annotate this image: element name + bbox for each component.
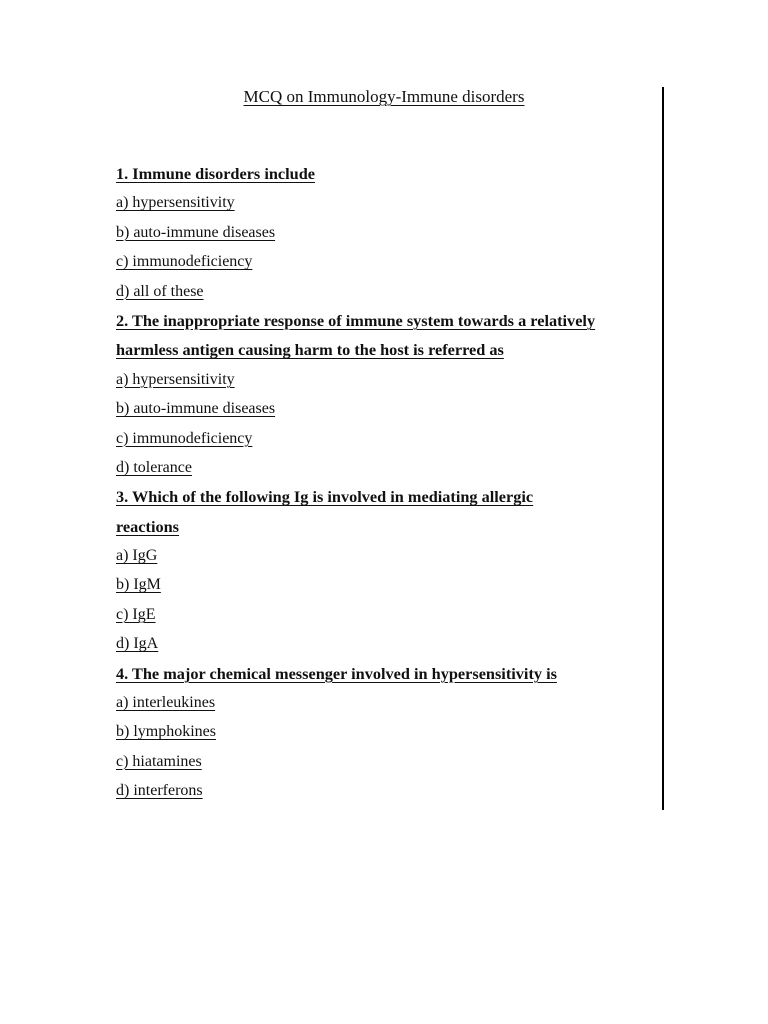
question-3-line-1 bbox=[116, 482, 656, 511]
option-text: c) immunodeficiency bbox=[116, 253, 253, 271]
option-text: d) all of these bbox=[116, 282, 204, 300]
question-1-line-1 bbox=[116, 159, 656, 188]
question-2-text-1: 2. The inappropriate response of immune system towards a relatively bbox=[116, 310, 596, 330]
option-text: d) interferons bbox=[116, 782, 203, 800]
option-text: b) auto-immune diseases bbox=[116, 223, 276, 241]
option-text: b) lymphokines bbox=[116, 723, 216, 741]
question-4-option-b bbox=[116, 717, 656, 746]
option-text: a) hypersensitivity bbox=[116, 194, 235, 212]
question-3-line-2 bbox=[116, 512, 656, 541]
question-3-option-a bbox=[116, 541, 656, 570]
question-1-option-c bbox=[116, 247, 656, 276]
question-2-line-2 bbox=[116, 335, 656, 364]
question-2-option-c bbox=[116, 424, 656, 453]
document-title-text: MCQ on Immunology-Immune disorders bbox=[243, 87, 525, 106]
question-4-option-a bbox=[116, 688, 656, 717]
question-list bbox=[116, 159, 656, 806]
document-title bbox=[0, 86, 768, 108]
question-2-text-2: harmless antigen causing harm to the host is referred as bbox=[116, 340, 504, 360]
option-text: a) hypersensitivity bbox=[116, 370, 235, 388]
option-text: b) auto-immune diseases bbox=[116, 400, 276, 418]
question-4-option-d bbox=[116, 776, 656, 805]
option-text: c) immunodeficiency bbox=[116, 429, 253, 447]
vertical-rule bbox=[662, 87, 664, 810]
option-text: d) IgA bbox=[116, 635, 159, 653]
question-1-option-b bbox=[116, 218, 656, 247]
option-text: a) IgG bbox=[116, 547, 158, 565]
question-2-option-d bbox=[116, 453, 656, 482]
question-3-text-1: 3. Which of the following Ig is involved in mediating allergic bbox=[116, 487, 534, 507]
question-4-text-1: 4. The major chemical messenger involved in hypersensitivity is bbox=[116, 663, 557, 683]
option-text: a) interleukines bbox=[116, 694, 216, 712]
question-1-option-a bbox=[116, 188, 656, 217]
question-3-option-d bbox=[116, 629, 656, 658]
question-4-line-1 bbox=[116, 659, 656, 688]
question-1-text-1: 1. Immune disorders include bbox=[116, 164, 316, 183]
question-2-line-1 bbox=[116, 306, 656, 335]
option-text: d) tolerance bbox=[116, 458, 192, 476]
question-2-option-b bbox=[116, 394, 656, 423]
question-1-option-d bbox=[116, 277, 656, 306]
question-3-option-b bbox=[116, 570, 656, 599]
question-4-option-c bbox=[116, 747, 656, 776]
question-3-text-2: reactions bbox=[116, 516, 180, 536]
option-text: b) IgM bbox=[116, 576, 161, 594]
question-3-option-c bbox=[116, 600, 656, 629]
option-text: c) IgE bbox=[116, 605, 156, 623]
question-2-option-a bbox=[116, 365, 656, 394]
option-text: c) hiatamines bbox=[116, 752, 202, 770]
